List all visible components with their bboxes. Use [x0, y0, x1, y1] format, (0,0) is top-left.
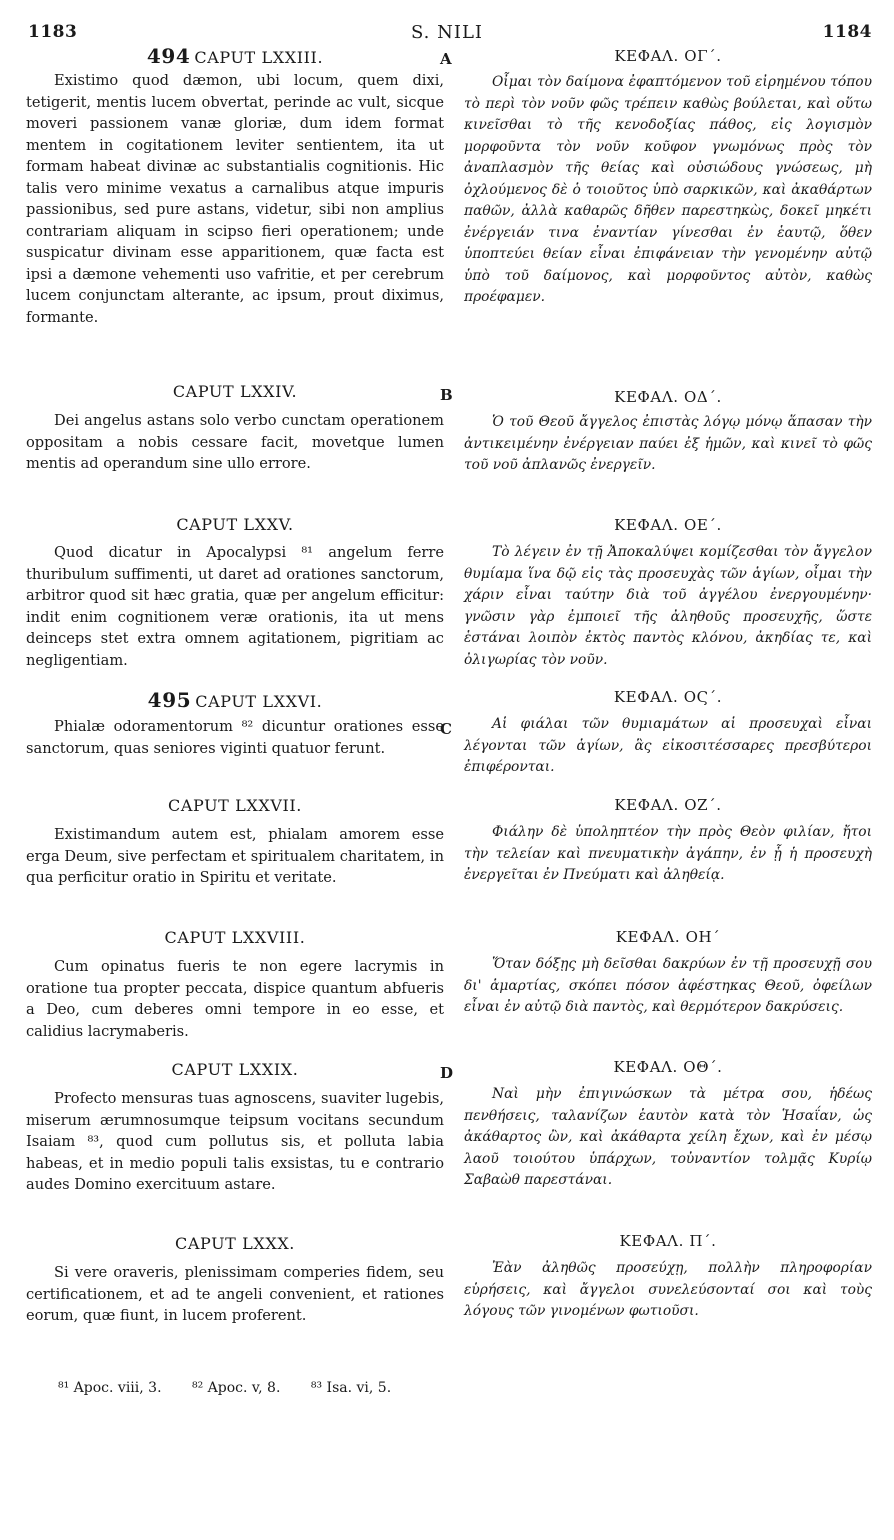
chapter-text: Quod dicatur in Apocalypsi ⁸¹ angelum ferre thuribulum suffimenti, ut daret ad orationes sanctorum, arbitror quod sit hæc gratia, quæ per angelum efficitur: indit enim cognitionem veræ orationis, ita ut mens deinceps stet extra omnem agitationem, pigritiam ac negligentiam.	[26, 544, 444, 669]
footnote: ⁸³ Isa. vi, 5.	[310, 1380, 392, 1396]
column-number: 495	[147, 688, 192, 712]
chapter-text: Φιάλην δὲ ὑποληπτέον τὴν πρὸς Θεὸν φιλίαν, ἤτοι τὴν τελείαν καὶ πνευματικὴν ἀγάπην, ἐν ᾗ ἡ προσευχὴ ἐνεργεῖται ἐν Πνεύματι καὶ ἀληθείᾳ.	[464, 824, 872, 883]
chapter-text: Si vere oraveris, plenissimam comperies fidem, seu certificationem, et ad te angeli convenient, et rationes eorum, quæ fiunt, in lucem proferent.	[26, 1264, 444, 1324]
chapter-text: Ναὶ μὴν ἐπιγινώσκων τὰ μέτρα σου, ἡδέως πενθήσεις, ταλανίζων ἑαυτὸν κατὰ τὸν Ἡσαΐαν, ὡς ἀκάθαρτος ὢν, καὶ ἀκάθαρτα χείλη ἔχων, καὶ ἐν μέσῳ λαοῦ τοιούτου ὑπάρχων, τοὐναντίον τολμᾷς Κυρίῳ Σαβαὼθ παρεστάναι.	[464, 1086, 872, 1188]
chapter-text: Existimo quod dæmon, ubi locum, quem dixi, tetigerit, mentis lucem obvertat, perinde ac vult, sicque moveri passionem vanæ gloriæ, dum idem format mentem in cogitationem leviter sentientem, ita ut formam habeat divinæ ac substantialis cognitionis. Hic talis vero minime vexatus a carnalibus atque impuris passionibus, sed pure astans, videtur, sibi non amplius contrariam aliquam in scipso fieri operationem; unde suspicatur divinam esse apparitionem, quæ facta est ipsi a dæmone vehementi uso vafritie, et per cerebrum lucem conjunctam alterante, ac ipsum, prout diximus, formante.	[26, 72, 444, 326]
footnote: ⁸² Apoc. v, 8.	[191, 1380, 281, 1396]
chapter-text: Αἱ φιάλαι τῶν θυμιαμάτων αἱ προσευχαὶ εἶναι λέγονται τῶν ἁγίων, ἃς εἰκοσιτέσσαρες πρεσβύτεροι ἐπιφέρονται.	[464, 716, 872, 775]
chapter-text: Ὅταν δόξῃς μὴ δεῖσθαι δακρύων ἐν τῇ προσευχῇ σου δι' ἁμαρτίας, σκόπει πόσον ἀφέστηκας Θεοῦ, ὀφείλων εἶναι ἐν αὐτῷ διὰ παντὸς, καὶ θερμότερον δακρύσεις.	[464, 956, 872, 1015]
chapter-heading: ΚΕΦΑΛ. ΟΕ΄.	[614, 516, 722, 534]
footnotes	[58, 1380, 417, 1396]
chapter-text: Profecto mensuras tuas agnoscens, suaviter lugebis, miserum ærumnosumque teipsum vocitans secundum Isaiam ⁸³, quod cum pollutus sis, et polluta labia habeas, et in medio populi talis exsistas, tu e contrario audes Domino exercituum astare.	[26, 1090, 444, 1193]
chapter-text: Dei angelus astans solo verbo cunctam operationem oppositam a nobis cessare facit, movetque lumen mentis ad operandum sine ullo errore.	[26, 412, 444, 472]
chapter-heading: CAPUT LXXVIII.	[164, 928, 306, 947]
chapter-heading: ΚΕΦΑΛ. Π΄.	[619, 1232, 717, 1250]
chapter-text: Ὁ τοῦ Θεοῦ ἄγγελος ἐπιστὰς λόγῳ μόνῳ ἅπασαν τὴν ἀντικειμένην ἐνέργειαν παύει ἐξ ἡμῶν, καὶ κινεῖ τὸ φῶς τοῦ νοῦ ἀπλανῶς ἐνεργεῖν.	[464, 414, 872, 473]
chapter-heading: CAPUT LXXV.	[176, 515, 294, 534]
chapter-text: Ἐὰν ἀληθῶς προσεύχῃ, πολλὴν πληροφορίαν εὑρήσεις, καὶ ἄγγελοι συνελεύσονταί σοι καὶ τοὺς λόγους τῶν γινομένων φωτιοῦσι.	[464, 1260, 872, 1319]
chapter-heading: CAPUT LXXIX.	[171, 1060, 299, 1079]
page-number-right: 1184	[822, 22, 872, 42]
chapter-text: Οἶμαι τὸν δαίμονα ἐφαπτόμενον τοῦ εἰρημένου τόπου τὸ περὶ τὸν νοῦν φῶς τρέπειν καθὼς βούλεται, καὶ οὕτω κινεῖσθαι τὸ τῆς κενοδοξίας πάθος, εἰς λογισμὸν μορφοῦντα τὸν νοῦν κοῦφον γνωμόνως πρὸς τὸν ἀναπλασμὸν τῆς θείας καὶ οὐσιώδους γνώσεως, μὴ ὀχλούμενος δὲ ὁ τοιοῦτος ὑπὸ σαρκικῶν, καὶ ἀκαθάρτων παθῶν, ἀλλὰ καθαρῶς δῆθεν παρεστηκὼς, δοκεῖ μηκέτι ἐνέργειάν τινα ἐναντίαν γίνεσθαι ἐν ἑαυτῷ, ὅθεν ὑποπτεύει θείαν εἶναι ἐπιφάνειαν τὴν γενομένην αὐτῷ ὑπὸ τοῦ δαίμονος, καὶ μορφοῦντος αὐτὸν, καθὼς προέφαμεν.	[464, 74, 872, 305]
chapter-heading: CAPUT LXXIV.	[172, 382, 298, 401]
chapter-text: Phialæ odoramentorum ⁸² dicuntur orationes esse sanctorum, quas seniores viginti quatuor ferunt.	[26, 718, 444, 757]
section-marker-b: B	[440, 386, 453, 404]
chapter-heading: ΚΕΦΑΛ. ΟΓ΄.	[614, 47, 722, 65]
running-title: S. NILI	[410, 22, 484, 43]
section-marker-a: A	[440, 50, 452, 68]
chapter-text: Cum opinatus fueris te non egere lacrymis in oratione tua propter peccata, dispice quantum abfueris a Deo, cum deberes omni tempore in eo esse, et calidius lacrymaberis.	[26, 958, 444, 1040]
section-marker-d: D	[440, 1064, 454, 1082]
chapter-heading: ΚΕΦΑΛ. ΟΔ΄.	[614, 388, 722, 406]
chapter-heading: ΚΕΦΑΛ. ΟΗ΄	[615, 928, 721, 946]
column-number: 494	[146, 44, 191, 68]
chapter-text: Existimandum autem est, phialam amorem esse erga Deum, sive perfectam et spiritualem charitatem, in qua perficitur oratio in Spiritu et veritate.	[26, 826, 444, 886]
chapter-heading: CAPUT LXXVII.	[167, 796, 302, 815]
chapter-heading: CAPUT LXXX.	[174, 1234, 295, 1253]
chapter-heading: ΚΕΦΑΛ. ΟΘ΄.	[613, 1058, 723, 1076]
footnote: ⁸¹ Apoc. viii, 3.	[58, 1380, 162, 1396]
chapter-heading: 495 CAPUT LXXVI.	[147, 688, 323, 712]
chapter-heading: ΚΕΦΑΛ. ΟϚ΄.	[613, 688, 723, 706]
chapter-heading: 494 CAPUT LXXIII.	[146, 44, 324, 68]
page-number-left: 1183	[28, 22, 78, 42]
section-marker-c: C	[440, 720, 452, 738]
chapter-heading: ΚΕΦΑΛ. ΟΖ΄.	[614, 796, 722, 814]
chapter-text: Τὸ λέγειν ἐν τῇ Ἀποκαλύψει κομίζεσθαι τὸν ἄγγελον θυμίαμα ἵνα δῷ εἰς τὰς προσευχὰς τῶν ἁγίων, οἶμαι τὴν χάριν εἶναι ταύτην διὰ τοῦ ἀγγέλου ἐνεργουμένην· γνῶσιν γὰρ ἐμποιεῖ τῆς ἀληθοῦς προσευχῆς, ὥστε ἑστάναι λοιπὸν ἐκτὸς παντὸς κλόνου, ἀκηδίας τε, καὶ ὀλιγωρίας τὸν νοῦν.	[464, 544, 872, 668]
